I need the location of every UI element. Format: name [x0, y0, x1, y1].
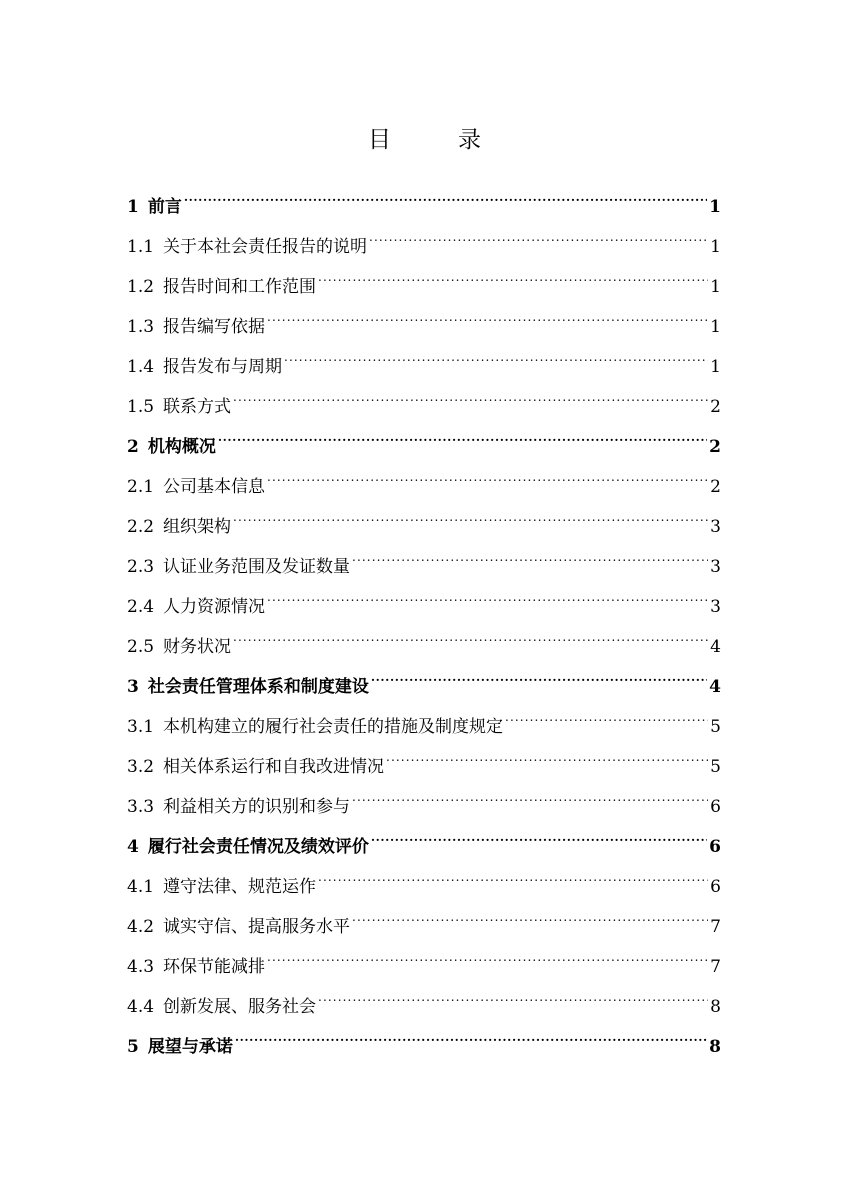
toc-entry-title: 诚实守信、提高服务水平 [163, 917, 351, 937]
toc-entry-title: 报告编写依据 [163, 317, 266, 337]
toc-page-number: 1 [710, 277, 721, 297]
toc-entry-number: 1.2 [127, 277, 155, 297]
toc-page-number: 2 [710, 397, 721, 417]
toc-dot-leader [369, 212, 708, 252]
toc-dot-leader [352, 532, 708, 572]
toc-dot-leader [233, 612, 708, 652]
toc-title: 目 录 [368, 127, 503, 153]
toc-entry-title: 前言 [147, 197, 182, 217]
toc-dot-leader [371, 812, 707, 852]
toc-entry-number: 3.2 [127, 757, 155, 777]
table-of-contents [127, 172, 721, 1057]
toc-dot-leader [218, 412, 707, 452]
toc-entry-title: 认证业务范围及发证数量 [163, 557, 351, 577]
toc-page-number: 8 [709, 1037, 721, 1057]
toc-entry-number: 1.4 [127, 357, 155, 377]
toc-entry-title: 履行社会责任情况及绩效评价 [147, 837, 369, 857]
toc-page-number: 3 [710, 557, 721, 577]
toc-page-number: 1 [710, 317, 721, 337]
toc-entry-title: 机构概况 [147, 437, 216, 457]
toc-entry-number: 2.4 [127, 597, 155, 617]
toc-page-number: 2 [709, 437, 721, 457]
toc-page-number: 4 [709, 677, 721, 697]
toc-page-number: 6 [710, 797, 721, 817]
toc-entry-title: 展望与承诺 [147, 1037, 233, 1057]
toc-entry-number: 2.1 [127, 477, 155, 497]
toc-page-number: 1 [710, 237, 721, 257]
toc-section-entry[interactable] [127, 212, 721, 257]
toc-dot-leader [352, 772, 708, 812]
toc-entry-number: 1 [127, 197, 139, 217]
toc-entry-number: 4.1 [127, 877, 155, 897]
toc-entry-number: 1.1 [127, 237, 155, 257]
toc-entry-title: 财务状况 [163, 637, 232, 657]
toc-entry-number: 2.2 [127, 517, 155, 537]
toc-page-number: 3 [710, 597, 721, 617]
toc-dot-leader [233, 492, 708, 532]
toc-entry-number: 4.4 [127, 997, 155, 1017]
toc-page-number: 6 [709, 837, 721, 857]
toc-entry-number: 2.3 [127, 557, 155, 577]
toc-entry-title: 社会责任管理体系和制度建设 [147, 677, 369, 697]
toc-chapter-entry[interactable] [127, 172, 721, 217]
toc-dot-leader [318, 972, 708, 1012]
toc-entry-number: 1.5 [127, 397, 155, 417]
toc-page-number: 7 [710, 917, 721, 937]
toc-dot-leader [505, 692, 708, 732]
toc-page-number: 2 [710, 477, 721, 497]
toc-entry-number: 3.3 [127, 797, 155, 817]
toc-entry-title: 关于本社会责任报告的说明 [163, 237, 368, 257]
toc-page-number: 8 [710, 997, 721, 1017]
toc-entry-title: 本机构建立的履行社会责任的措施及制度规定 [163, 717, 504, 737]
toc-dot-leader [318, 252, 708, 292]
toc-page-number: 1 [710, 357, 721, 377]
toc-page-number: 1 [709, 197, 721, 217]
toc-dot-leader [267, 932, 708, 972]
toc-dot-leader [267, 452, 708, 492]
toc-entry-title: 利益相关方的识别和参与 [163, 797, 351, 817]
toc-entry-title: 遵守法律、规范运作 [163, 877, 317, 897]
toc-entry-title: 报告发布与周期 [163, 357, 283, 377]
toc-entry-number: 5 [127, 1037, 139, 1057]
toc-section-entry[interactable] [127, 452, 721, 497]
toc-dot-leader [371, 652, 707, 692]
toc-entry-number: 3 [127, 677, 139, 697]
toc-entry-title: 报告时间和工作范围 [163, 277, 317, 297]
toc-page-number: 4 [710, 637, 721, 657]
toc-dot-leader [267, 572, 708, 612]
toc-entry-title: 环保节能减排 [163, 957, 266, 977]
toc-dot-leader [352, 892, 708, 932]
toc-page-number: 3 [710, 517, 721, 537]
toc-dot-leader [235, 1012, 707, 1052]
toc-entry-number: 2 [127, 437, 139, 457]
toc-entry-number: 1.3 [127, 317, 155, 337]
toc-entry-title: 创新发展、服务社会 [163, 997, 317, 1017]
toc-entry-title: 公司基本信息 [163, 477, 266, 497]
toc-entry-title: 联系方式 [163, 397, 232, 417]
toc-page-number: 6 [710, 877, 721, 897]
toc-page-number: 5 [710, 717, 721, 737]
toc-page-number: 5 [710, 757, 721, 777]
toc-dot-leader [233, 372, 708, 412]
toc-dot-leader [284, 332, 708, 372]
toc-entry-number: 4.3 [127, 957, 155, 977]
toc-dot-leader [386, 732, 708, 772]
toc-page-number: 7 [710, 957, 721, 977]
toc-dot-leader [184, 172, 707, 212]
toc-dot-leader [267, 292, 708, 332]
toc-entry-title: 相关体系运行和自我改进情况 [163, 757, 385, 777]
toc-entry-title: 组织架构 [163, 517, 232, 537]
toc-entry-number: 4 [127, 837, 139, 857]
toc-entry-number: 2.5 [127, 637, 155, 657]
toc-entry-title: 人力资源情况 [163, 597, 266, 617]
toc-dot-leader [318, 852, 708, 892]
toc-entry-number: 4.2 [127, 917, 155, 937]
toc-entry-number: 3.1 [127, 717, 155, 737]
